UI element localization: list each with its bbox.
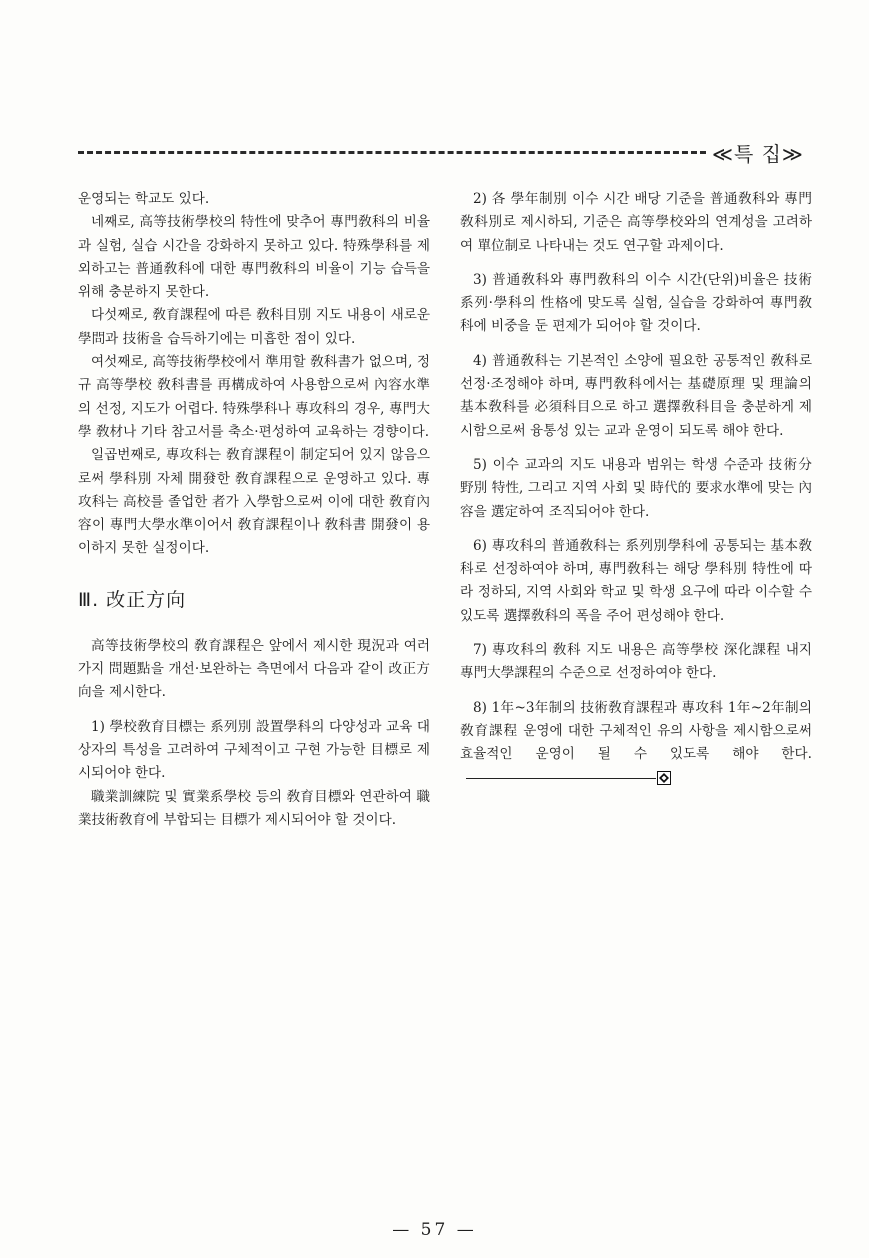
end-rule bbox=[466, 778, 656, 779]
paragraph-continuation: 운영되는 학교도 있다. bbox=[78, 191, 210, 207]
list-item-4: 4) 普通敎科는 기본적인 소양에 필요한 공통적인 敎科로 선정·조정해야 하며, 專門敎科에서는 基礎原理 및 理論의 基本敎科를 必須科目으로 하고 選擇敎科目을 충분하게 제시함으로써 융통성 있는 교과 운영이 되도록 해야 한다. bbox=[460, 352, 812, 439]
paragraph-intro: 高等技術學校의 敎育課程은 앞에서 제시한 現況과 여러 가지 問題點을 개선·보완하는 측면에서 다음과 같이 改正方向을 제시한다. bbox=[78, 637, 430, 701]
list-item-3: 3) 普通敎科와 專門敎科의 이수 시간(단위)비율은 技術系列·學科의 性格에 맞도록 실험, 실습을 강화하여 專門敎科에 비중을 둔 편제가 되어야 할 것이다. bbox=[460, 271, 812, 335]
list-item-5: 5) 이수 교과의 지도 내용과 범위는 학생 수준과 技術分野別 特性, 그리고 지역 사회 및 時代的 要求水準에 맞는 內容을 選定하여 조직되어야 한다. bbox=[460, 456, 812, 520]
section-heading: Ⅲ. 改正方向 bbox=[78, 588, 187, 611]
paragraph-fourth: 네째로, 高等技術學校의 特性에 맞추어 專門敎科의 비율과 실험, 실습 시간을 강화하지 못하고 있다. 特殊學科를 제외하고는 普通敎科에 대한 專門敎科의 비율이 기능 습득을 위해 충분하지 못한다. bbox=[78, 214, 430, 301]
end-diamond-icon bbox=[657, 771, 671, 785]
left-column bbox=[78, 188, 430, 832]
list-item-2: 2) 各 學年制別 이수 시간 배당 기준을 普通敎科와 專門敎科別로 제시하되, 기준은 高等學校와의 연계성을 고려하여 單位制로 나타내는 것도 연구할 과제이다. bbox=[460, 191, 812, 254]
right-column bbox=[460, 188, 812, 801]
list-item-8-text: 8) 1年~3年制의 技術敎育課程과 專攻科 1年~2年制의 敎育課程 운영에 대한 구체적인 유의 사항을 제시함으로써 효율적인 운영이 될 수 있도록 해야 한다. bbox=[460, 699, 812, 763]
paragraph-fifth: 다섯째로, 敎育課程에 따른 敎科目別 지도 내용이 새로운 學問과 技術을 습득하기에는 미흡한 점이 있다. bbox=[78, 307, 430, 347]
list-item-8 bbox=[460, 697, 812, 790]
list-item-1: 1) 學校敎育目標는 系列別 設置學科의 다양성과 교육 대상자의 특성을 고려하여 구체적이고 구현 가능한 目標로 제시되어야 한다. bbox=[78, 718, 430, 782]
list-item-7: 7) 專攻科의 敎科 지도 내용은 高等學校 深化課程 내지 專門大學課程의 수준으로 선정하여야 한다. bbox=[460, 642, 812, 682]
paragraph-seventh: 일곱번째로, 專攻科는 敎育課程이 制定되어 있지 않음으로써 學科別 자체 開發한 敎育課程으로 운영하고 있다. 專攻科는 高校를 졸업한 者가 入學함으로써 이에 대한 敎育內容이 專門大學水準이어서 敎育課程이나 敎科書 開發이 용이하지 못한 실정이다. bbox=[78, 447, 430, 557]
paragraph-item-1-note: 職業訓練院 및 實業系學校 등의 敎育目標와 연관하여 職業技術敎育에 부합되는 目標가 제시되어야 할 것이다. bbox=[78, 788, 430, 828]
page-number: — 57 — bbox=[392, 1220, 477, 1240]
section-tag: ≪특 집≫ bbox=[712, 142, 804, 166]
paragraph-sixth: 여섯째로, 高等技術學校에서 準用할 敎科書가 없으며, 정규 高等學校 敎科書를 再構成하여 사용함으로써 內容水準의 선정, 지도가 어렵다. 特殊學科나 專攻科의 경우, 專門大學 敎材나 기타 참고서를 축소·편성하여 교육하는 경향이다. bbox=[78, 354, 430, 440]
list-item-6: 6) 專攻科의 普通敎科는 系列別學科에 공통되는 基本敎科로 선정하여야 하며, 專門敎科는 해당 學科別 特性에 따라 정하되, 지역 사회와 학교 및 학생 요구에 따라 이수할 수 있도록 選擇敎科의 폭을 주어 편성해야 한다. bbox=[460, 537, 812, 624]
header-dashed-rule bbox=[78, 151, 706, 154]
